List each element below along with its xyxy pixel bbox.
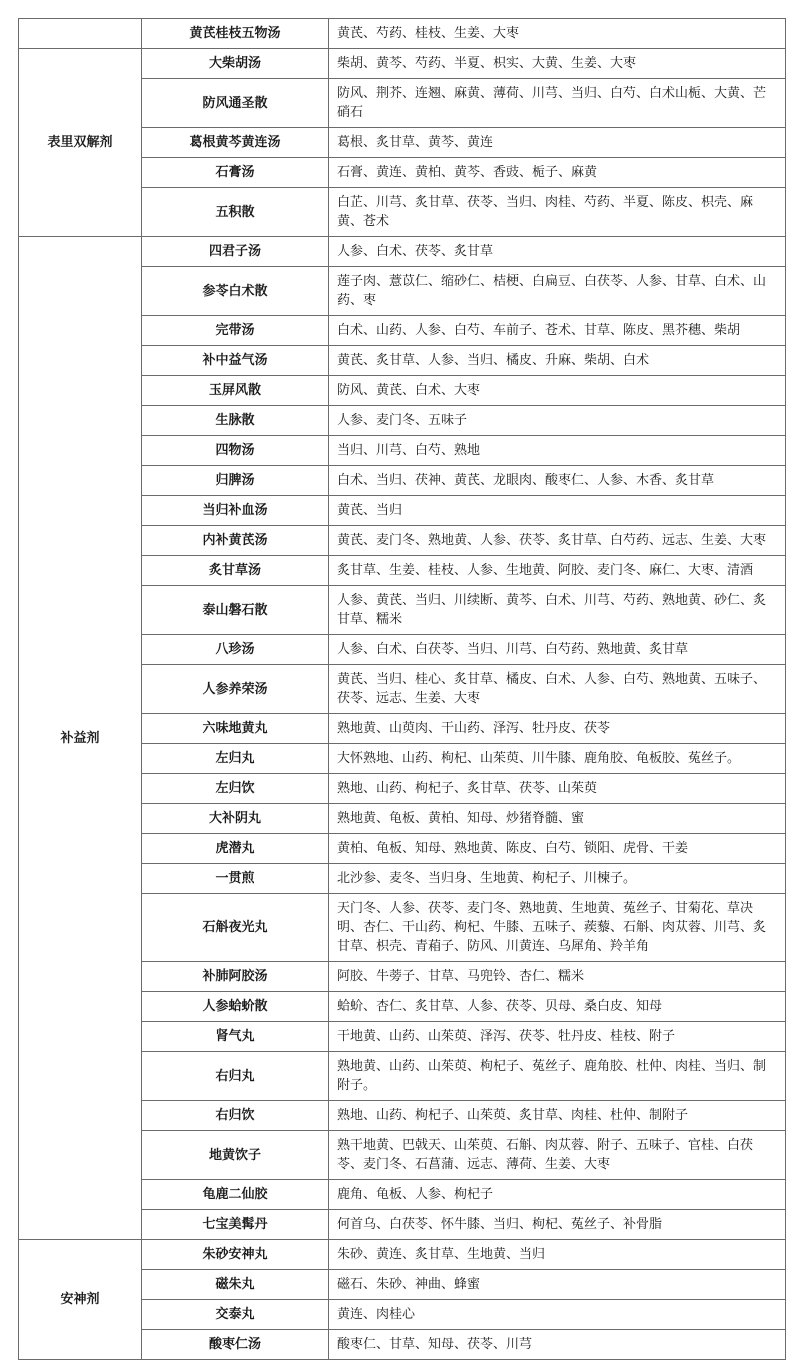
formula-herbs: 人参、白术、白茯苓、当归、川芎、白芍药、熟地黄、炙甘草 (329, 635, 786, 665)
formula-herbs: 熟地黄、龟板、黄柏、知母、炒猪脊髓、蜜 (329, 804, 786, 834)
formula-herbs: 炙甘草、生姜、桂枝、人参、生地黄、阿胶、麦门冬、麻仁、大枣、清酒 (329, 556, 786, 586)
category-cell: 补益剂 (19, 237, 142, 1240)
formula-herbs: 石膏、黄连、黄柏、黄芩、香豉、栀子、麻黄 (329, 158, 786, 188)
formula-herbs: 大怀熟地、山药、枸杞、山茱萸、川牛膝、鹿角胶、龟板胶、菟丝子。 (329, 744, 786, 774)
formula-herbs: 熟地、山药、枸杞子、山茱萸、炙甘草、肉桂、杜仲、制附子 (329, 1101, 786, 1131)
formula-name: 左归饮 (142, 774, 329, 804)
formula-herbs: 北沙参、麦冬、当归身、生地黄、枸杞子、川楝子。 (329, 864, 786, 894)
formula-name: 八珍汤 (142, 635, 329, 665)
formula-name: 归脾汤 (142, 466, 329, 496)
formula-herbs: 人参、麦门冬、五味子 (329, 406, 786, 436)
formula-herbs: 柴胡、黄芩、芍药、半夏、枳实、大黄、生姜、大枣 (329, 49, 786, 79)
formula-name: 龟鹿二仙胶 (142, 1180, 329, 1210)
formula-herbs: 黄芪、芍药、桂枝、生姜、大枣 (329, 19, 786, 49)
formula-name: 玉屏风散 (142, 376, 329, 406)
formula-name: 石斛夜光丸 (142, 894, 329, 962)
formula-herbs: 熟干地黄、巴戟天、山茱萸、石斛、肉苁蓉、附子、五味子、官桂、白茯苓、麦门冬、石菖蒲、远志、薄荷、生姜、大枣 (329, 1131, 786, 1180)
formula-name: 泰山磐石散 (142, 586, 329, 635)
formula-name: 人参蛤蚧散 (142, 992, 329, 1022)
formula-name: 炙甘草汤 (142, 556, 329, 586)
category-cell (19, 19, 142, 49)
formula-herbs: 干地黄、山药、山茱萸、泽泻、茯苓、牡丹皮、桂枝、附子 (329, 1022, 786, 1052)
formula-herbs: 防风、荆芥、连翘、麻黄、薄荷、川芎、当归、白芍、白术山栀、大黄、芒硝石 (329, 79, 786, 128)
formula-name: 内补黄芪汤 (142, 526, 329, 556)
formula-herbs: 天门冬、人参、茯苓、麦门冬、熟地黄、生地黄、菟丝子、甘菊花、草决明、杏仁、干山药、枸杞、牛膝、五味子、蒺藜、石斛、肉苁蓉、川芎、炙甘草、枳壳、青葙子、防风、川黄连、乌犀角、羚羊角 (329, 894, 786, 962)
formula-herbs: 鹿角、龟板、人参、枸杞子 (329, 1180, 786, 1210)
formula-name: 参苓白术散 (142, 267, 329, 316)
formula-herbs: 葛根、炙甘草、黄芩、黄连 (329, 128, 786, 158)
formula-name: 右归饮 (142, 1101, 329, 1131)
formula-herbs: 黄芪、炙甘草、人参、当归、橘皮、升麻、柴胡、白术 (329, 346, 786, 376)
formula-herbs: 白芷、川芎、炙甘草、茯苓、当归、肉桂、芍药、半夏、陈皮、枳壳、麻黄、苍术 (329, 188, 786, 237)
formula-name: 石膏汤 (142, 158, 329, 188)
formula-herbs: 防风、黄芪、白术、大枣 (329, 376, 786, 406)
table-row (19, 1240, 786, 1270)
formula-name: 酸枣仁汤 (142, 1330, 329, 1360)
formula-name: 补中益气汤 (142, 346, 329, 376)
formula-herbs: 莲子肉、薏苡仁、缩砂仁、桔梗、白扁豆、白茯苓、人参、甘草、白术、山药、枣 (329, 267, 786, 316)
formula-name: 大柴胡汤 (142, 49, 329, 79)
formula-herbs: 磁石、朱砂、神曲、蜂蜜 (329, 1270, 786, 1300)
formula-herbs: 熟地、山药、枸杞子、炙甘草、茯苓、山茱萸 (329, 774, 786, 804)
formula-name: 五积散 (142, 188, 329, 237)
formula-herbs: 人参、黄芪、当归、川续断、黄芩、白术、川芎、芍药、熟地黄、砂仁、炙甘草、糯米 (329, 586, 786, 635)
formula-herbs: 人参、白术、茯苓、炙甘草 (329, 237, 786, 267)
formula-name: 一贯煎 (142, 864, 329, 894)
formula-name: 左归丸 (142, 744, 329, 774)
formula-name: 朱砂安神丸 (142, 1240, 329, 1270)
formula-name: 黄芪桂枝五物汤 (142, 19, 329, 49)
category-cell: 表里双解剂 (19, 49, 142, 237)
table-row (19, 49, 786, 79)
formula-herbs: 何首乌、白茯苓、怀牛膝、当归、枸杞、菟丝子、补骨脂 (329, 1210, 786, 1240)
formula-name: 补肺阿胶汤 (142, 962, 329, 992)
formula-herbs: 蛤蚧、杏仁、炙甘草、人参、茯苓、贝母、桑白皮、知母 (329, 992, 786, 1022)
formula-name: 防风通圣散 (142, 79, 329, 128)
formula-table (18, 18, 786, 1360)
formula-name: 交泰丸 (142, 1300, 329, 1330)
formula-name: 虎潜丸 (142, 834, 329, 864)
table-body (19, 19, 786, 1360)
formula-name: 完带汤 (142, 316, 329, 346)
formula-name: 六味地黄丸 (142, 714, 329, 744)
category-cell: 安神剂 (19, 1240, 142, 1360)
formula-herbs: 白术、山药、人参、白芍、车前子、苍术、甘草、陈皮、黑芥穗、柴胡 (329, 316, 786, 346)
formula-name: 地黄饮子 (142, 1131, 329, 1180)
formula-herbs: 黄连、肉桂心 (329, 1300, 786, 1330)
formula-herbs: 当归、川芎、白芍、熟地 (329, 436, 786, 466)
formula-herbs: 黄芪、麦门冬、熟地黄、人参、茯苓、炙甘草、白芍药、远志、生姜、大枣 (329, 526, 786, 556)
formula-name: 肾气丸 (142, 1022, 329, 1052)
formula-name: 大补阴丸 (142, 804, 329, 834)
formula-name: 七宝美髯丹 (142, 1210, 329, 1240)
formula-name: 生脉散 (142, 406, 329, 436)
formula-herbs: 熟地黄、山萸肉、干山药、泽泻、牡丹皮、茯苓 (329, 714, 786, 744)
formula-name: 四君子汤 (142, 237, 329, 267)
formula-herbs: 白术、当归、茯神、黄芪、龙眼肉、酸枣仁、人参、木香、炙甘草 (329, 466, 786, 496)
formula-name: 人参养荣汤 (142, 665, 329, 714)
formula-herbs: 黄柏、龟板、知母、熟地黄、陈皮、白芍、锁阳、虎骨、干姜 (329, 834, 786, 864)
formula-herbs: 酸枣仁、甘草、知母、茯苓、川芎 (329, 1330, 786, 1360)
formula-name: 葛根黄芩黄连汤 (142, 128, 329, 158)
table-row (19, 237, 786, 267)
formula-herbs: 朱砂、黄连、炙甘草、生地黄、当归 (329, 1240, 786, 1270)
formula-herbs: 黄芪、当归、桂心、炙甘草、橘皮、白术、人参、白芍、熟地黄、五味子、茯苓、远志、生姜、大枣 (329, 665, 786, 714)
formula-herbs: 熟地黄、山药、山茱萸、枸杞子、菟丝子、鹿角胶、杜仲、肉桂、当归、制附子。 (329, 1052, 786, 1101)
formula-name: 右归丸 (142, 1052, 329, 1101)
formula-name: 当归补血汤 (142, 496, 329, 526)
formula-herbs: 黄芪、当归 (329, 496, 786, 526)
formula-name: 磁朱丸 (142, 1270, 329, 1300)
formula-herbs: 阿胶、牛蒡子、甘草、马兜铃、杏仁、糯米 (329, 962, 786, 992)
table-row (19, 19, 786, 49)
formula-name: 四物汤 (142, 436, 329, 466)
